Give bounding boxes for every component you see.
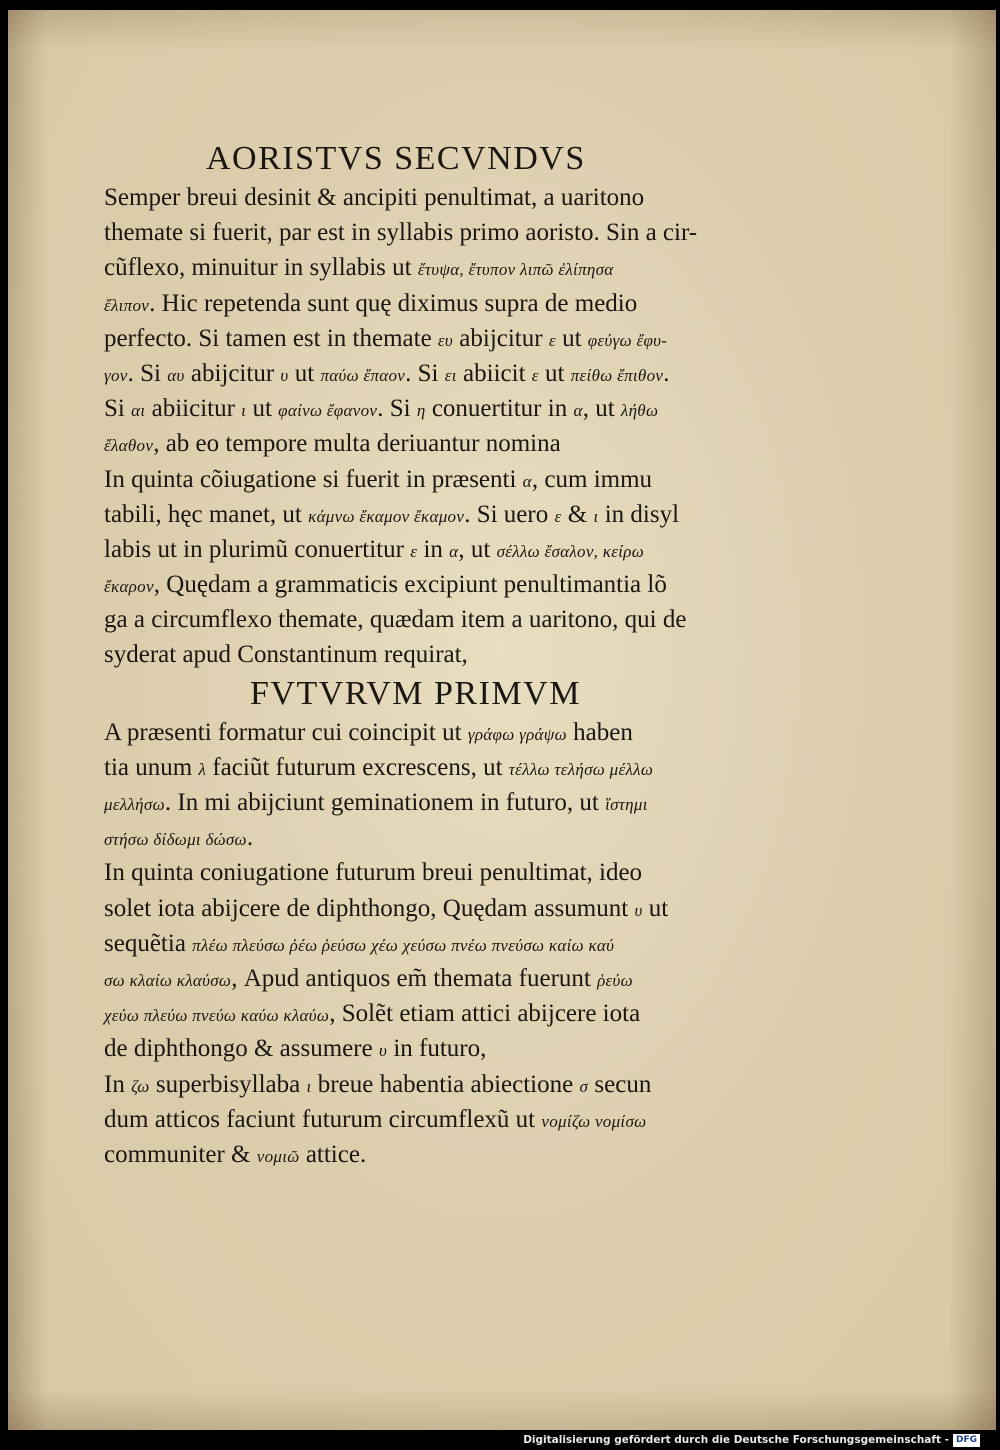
greek-text: ἔτυψα, ἔτυπον λιπῶ ἐλίπησα (417, 260, 614, 280)
latin-text: perfecto. Si tamen est in themate (104, 324, 438, 352)
greek-text: α (449, 541, 459, 561)
greek-text: ῥεύω (597, 970, 633, 990)
greek-text: ἔλιπον (104, 295, 150, 315)
paragraph-quinta-coniugatione (104, 462, 804, 673)
greek-text: γον (104, 365, 128, 385)
greek-text: γράφω γράψω (467, 724, 567, 744)
greek-text: νομίζω νομίσω (541, 1111, 647, 1131)
latin-text: faciũt futurum excrescens, ut (206, 753, 509, 781)
text-line (104, 891, 804, 926)
text-line (104, 996, 804, 1031)
latin-text: ut (555, 324, 588, 352)
greek-text: ι (593, 506, 599, 526)
greek-text: σ (579, 1076, 589, 1096)
greek-text: ι (241, 401, 247, 421)
text-line (104, 820, 804, 855)
latin-text: , ut (458, 535, 497, 563)
greek-text: κάμνω ἔκαμον ἔκαμον (308, 506, 465, 526)
latin-text: . (246, 824, 254, 852)
greek-text: υ (378, 1041, 388, 1061)
greek-text: πείθω ἔπιθον (570, 365, 664, 385)
text-line (104, 1067, 804, 1102)
latin-text: haben (566, 718, 633, 746)
text-line (104, 750, 804, 785)
text-line (104, 497, 804, 532)
latin-text: labis ut in plurimũ conuertitur (104, 535, 411, 563)
greek-text: αι (131, 401, 146, 421)
greek-text: σέλλω ἔσαλον, κείρω (496, 541, 645, 561)
latin-text: , ut (582, 395, 621, 423)
latin-text: abijcitur (453, 324, 549, 352)
latin-text: ut (288, 359, 321, 387)
text-line (104, 250, 804, 285)
greek-text: τέλλω τελήσω μέλλω (508, 759, 654, 779)
text-line (104, 426, 804, 461)
latin-text: solet iota abijcere de diphthongo, Quędam assumunt (104, 894, 635, 922)
latin-text: ut (246, 395, 279, 423)
latin-text: communiter & (104, 1140, 257, 1168)
latin-text: tabili, hęc manet, ut (104, 500, 309, 528)
greek-text: ι (306, 1076, 312, 1096)
greek-text: χεύω πλεύω πνεύω καύω κλαύω (104, 1006, 330, 1026)
latin-text: conuertitur in (425, 395, 574, 423)
latin-text: . In mi abijciunt geminationem in futuro, ut (164, 789, 606, 816)
latin-text: . Hic repetenda sunt quę diximus supra de medio (149, 289, 638, 317)
paragraph-quinta-futurum (104, 855, 804, 1066)
latin-text: ga a circumflexo themate, quædam item a uaritono, qui de (104, 606, 687, 634)
text-line (104, 961, 804, 996)
paragraph-zo-superbisyllaba (104, 1067, 804, 1173)
latin-text: abijcitur (184, 359, 281, 387)
latin-text: In quinta cõiugatione si fuerit in præsenti (104, 465, 523, 493)
latin-text: Si (104, 395, 132, 423)
greek-text: ει (444, 365, 457, 385)
latin-text: , ab eo tempore multa deriuantur nomina (153, 430, 561, 458)
greek-text: ε (554, 506, 562, 526)
greek-text: ἵστημι (605, 795, 648, 814)
greek-text: ευ (437, 330, 454, 350)
latin-text: tia unum (104, 753, 199, 781)
latin-text: abiicitur (145, 395, 242, 423)
latin-text: cũflexo, minuitur in syllabis ut (104, 254, 418, 282)
text-line (104, 715, 804, 750)
text-line (104, 180, 804, 215)
latin-text: ut (642, 894, 669, 922)
greek-text: ε (548, 330, 556, 350)
greek-text: φαίνω ἔφανον (278, 401, 378, 421)
greek-text: η (416, 401, 426, 421)
greek-text: αυ (167, 365, 185, 385)
greek-text: σω κλαίω κλαύσω (104, 970, 232, 990)
greek-text: φεύγω ἔφυ- (587, 330, 668, 350)
dfg-logo: DFG (953, 1434, 980, 1447)
heading-aoristus-secundus: AORISTVS SECVNDVS (206, 140, 586, 177)
latin-text: A præsenti formatur cui coincipit ut (104, 718, 468, 746)
latin-text: dum atticos faciunt futurum circumflexũ ut (104, 1105, 542, 1133)
text-block (104, 138, 804, 1172)
latin-text: . Si uero (464, 500, 555, 528)
greek-text: ἔλαθον (104, 436, 154, 456)
text-line (104, 1137, 804, 1172)
latin-text: In quinta coniugatione futurum breui penultimat, ideo (104, 859, 643, 887)
latin-text: breue habentia abiectione (311, 1070, 580, 1098)
digitization-credit (523, 1432, 980, 1448)
latin-text: & (561, 500, 594, 528)
credit-text: Digitalisierung gefördert durch die Deutsche Forschungsgemeinschaft - (523, 1434, 949, 1446)
greek-text: α (522, 471, 532, 491)
text-line (104, 1031, 804, 1066)
text-line (104, 1102, 804, 1137)
greek-text: ε (410, 541, 418, 561)
latin-text: de diphthongo & assumere (104, 1035, 379, 1063)
text-line (104, 391, 804, 426)
text-line (104, 855, 804, 890)
latin-text: . Si (127, 359, 168, 387)
greek-text: λ (198, 759, 207, 779)
greek-text: μελλήσω (104, 795, 165, 814)
greek-text: πλέω πλεύσω ῥέω ῥεύσω χέω χεύσω πνέω πνεύσω καίω καύ (192, 935, 615, 955)
paragraph-aoristus (104, 180, 804, 462)
paragraph-futurum (104, 715, 804, 856)
latin-text: . (663, 359, 670, 387)
latin-text: in disyl (598, 500, 680, 528)
greek-text: ζω (131, 1076, 150, 1096)
latin-text: ut (538, 359, 571, 387)
latin-text: themate si fuerit, par est in syllabis primo aoristo. Sin a cir- (104, 219, 698, 247)
heading-futurum-primum: FVTVRVM PRIMVM (250, 674, 581, 712)
text-line (104, 462, 804, 497)
latin-text: attice. (299, 1140, 367, 1168)
text-line (104, 321, 804, 356)
greek-text: λήθω (620, 401, 659, 421)
text-line (104, 602, 804, 637)
text-line (104, 356, 804, 391)
greek-text: παύω ἔπαον (320, 365, 406, 385)
text-line (104, 637, 804, 672)
greek-text: ἔκαρον (104, 577, 154, 597)
latin-text: , Quędam a grammaticis excipiunt penultimantia lõ (153, 571, 667, 599)
text-line (104, 286, 804, 321)
latin-text: sequẽtia (104, 929, 193, 957)
greek-text: υ (280, 365, 289, 385)
latin-text: . Si (405, 359, 445, 387)
text-line (104, 926, 804, 961)
text-line (104, 215, 804, 250)
latin-text: abiicit (456, 359, 532, 387)
latin-text: superbisyllaba (149, 1070, 307, 1098)
latin-text: syderat apud Constantinum requirat, (104, 641, 468, 669)
latin-text: in futuro, (387, 1035, 487, 1063)
greek-text: στήσω δίδωμι δώσω (104, 830, 247, 850)
text-line (104, 567, 804, 602)
latin-text: , cum immu (531, 465, 653, 493)
latin-text: Semper breui desinit & ancipiti penultimat, a uaritono (104, 184, 645, 211)
greek-text: νομιῶ (256, 1146, 300, 1166)
latin-text: . Si (377, 395, 417, 423)
latin-text: , Apud antiquos em̃ themata fuerunt (231, 964, 598, 992)
greek-text: ε (531, 365, 539, 385)
latin-text: , Solẽt etiam attici abijcere iota (329, 1000, 641, 1028)
greek-text: α (573, 401, 583, 421)
latin-text: In (104, 1070, 132, 1098)
text-line (104, 785, 804, 820)
latin-text: secun (588, 1070, 652, 1098)
greek-text: υ (634, 900, 643, 920)
latin-text: in (417, 535, 450, 563)
text-line (104, 532, 804, 567)
book-page (8, 10, 996, 1430)
